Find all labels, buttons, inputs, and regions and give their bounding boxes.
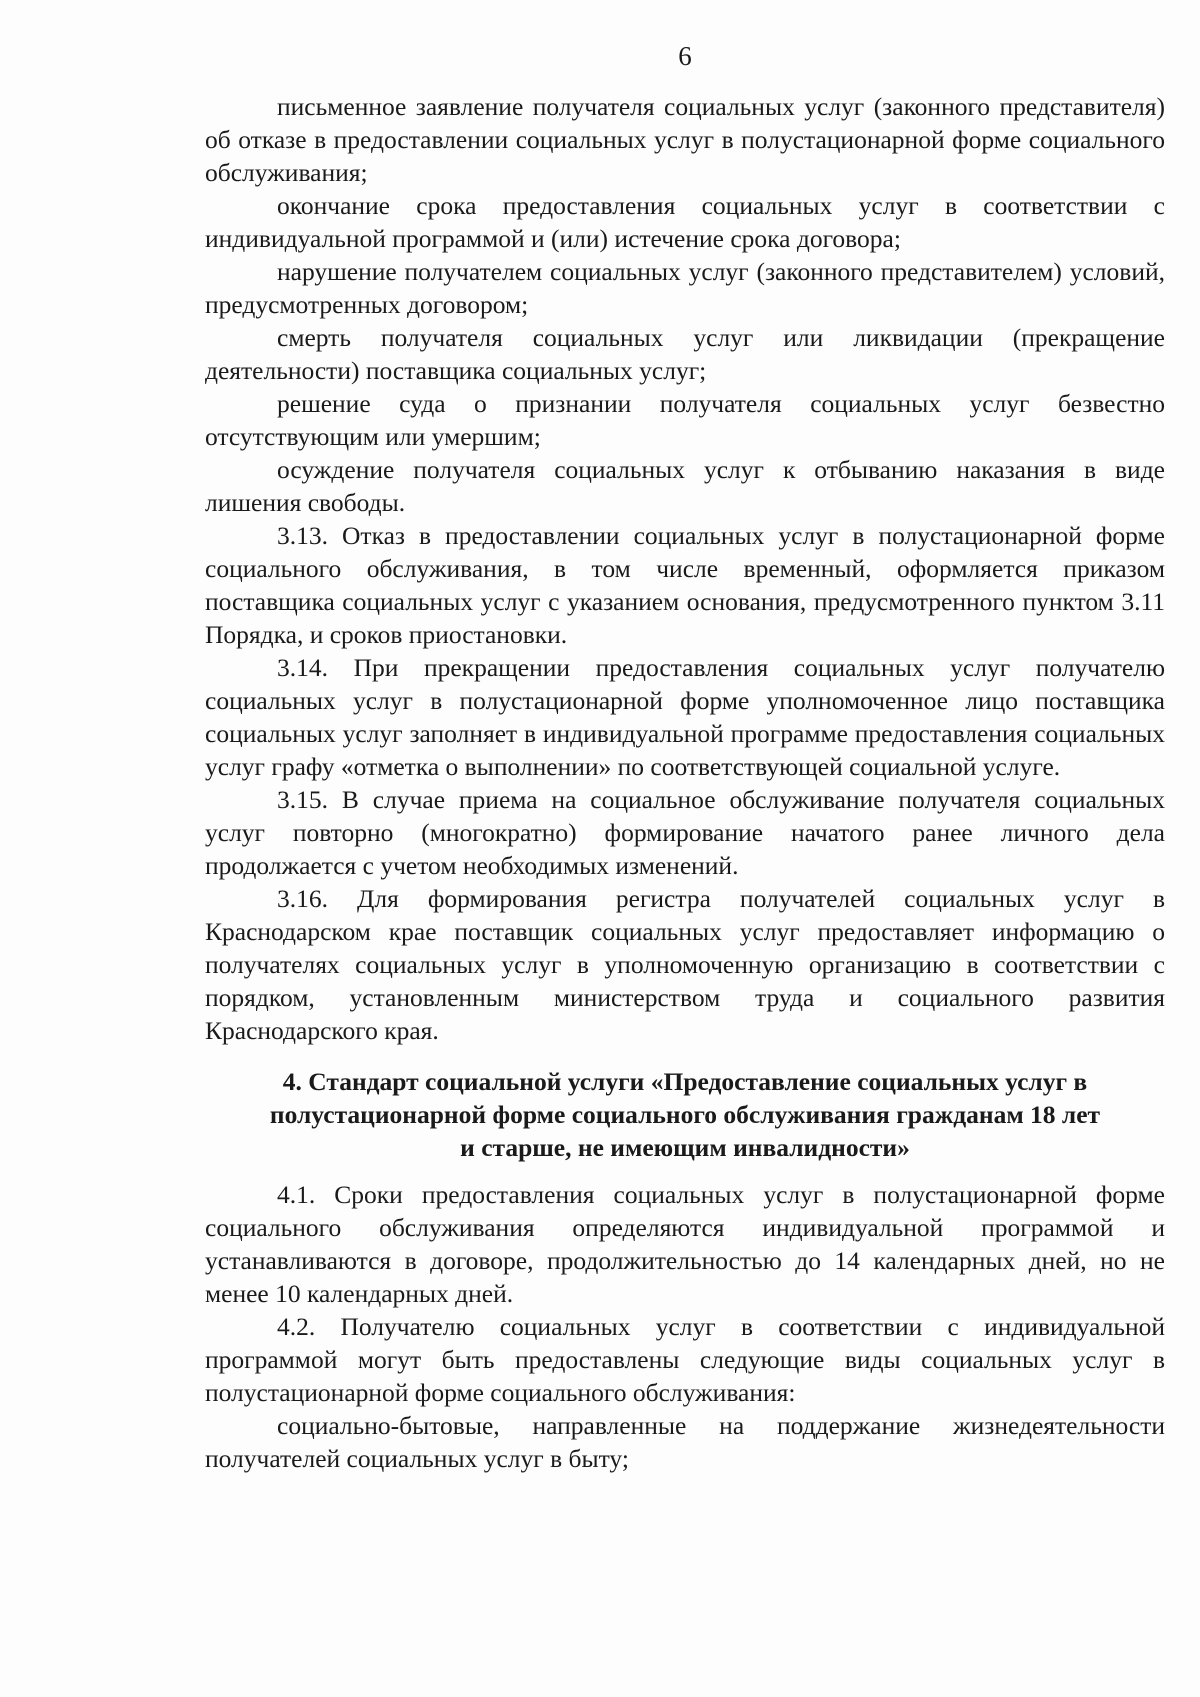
paragraph: социально-бытовые, направленные на поддержание жизнедеятельности получателей социальных услуг в быту; (205, 1411, 1165, 1473)
paragraph-3-16: 3.16. Для формирования регистра получателей социальных услуг в Краснодарском крае поставщик социальных услуг предоставляет информацию о получателях социальных услуг в уполномоченную организацию в соответствии с порядком, установленным министерством труда и социального развития Краснодарского края. (205, 884, 1165, 1045)
paragraph-4-2: 4.2. Получателю социальных услуг в соответствии с индивидуальной программой могут быть предоставлены следующие виды социальных услуг в полустационарной форме социального обслуживания: (205, 1312, 1165, 1407)
paragraph-3-14: 3.14. При прекращении предоставления социальных услуг получателю социальных услуг в полустационарной форме уполномоченное лицо поставщика социальных услуг заполняет в индивидуальной программе предоставления социальных услуг графу «отметка о выполнении» по соответствующей социальной услуге. (205, 653, 1165, 781)
paragraph-3-13: 3.13. Отказ в предоставлении социальных услуг в полустационарной форме социального обслуживания, в том числе временный, оформляется приказом поставщика социальных услуг с указанием основания, предусмотренного пунктом 3.11 Порядка, и сроков приостановки. (205, 521, 1165, 649)
paragraph: смерть получателя социальных услуг или ликвидации (прекращение деятельности) поставщика социальных услуг; (205, 323, 1165, 385)
paragraph: письменное заявление получателя социальных услуг (законного представителя) об отказе в предоставлении социальных услуг в полустационарной форме социального обслуживания; (205, 92, 1165, 187)
paragraph-3-15: 3.15. В случае приема на социальное обслуживание получателя социальных услуг повторно (многократно) формирование начатого ранее личного дела продолжается с учетом необходимых изменений. (205, 785, 1165, 880)
document-body (205, 90, 1165, 1475)
page-number: 6 (678, 41, 692, 71)
paragraph: осуждение получателя социальных услуг к отбыванию наказания в виде лишения свободы. (205, 455, 1165, 517)
paragraph: нарушение получателем социальных услуг (законного представителем) условий, предусмотренных договором; (205, 257, 1165, 319)
paragraph: решение суда о признании получателя социальных услуг безвестно отсутствующим или умершим; (205, 389, 1165, 451)
paragraph-4-1: 4.1. Сроки предоставления социальных услуг в полустационарной форме социального обслуживания определяются индивидуальной программой и устанавливаются в договоре, продолжительностью до 14 календарных дней, но не менее 10 календарных дней. (205, 1180, 1165, 1308)
paragraph: окончание срока предоставления социальных услуг в соответствии с индивидуальной программой и (или) истечение срока договора; (205, 191, 1165, 253)
section-heading: 4. Стандарт социальной услуги «Предоставление социальных услуг в полустационарной форме социального обслуживания гражданам 18 лет и старше, не имеющим инвалидности» (269, 1067, 1101, 1162)
